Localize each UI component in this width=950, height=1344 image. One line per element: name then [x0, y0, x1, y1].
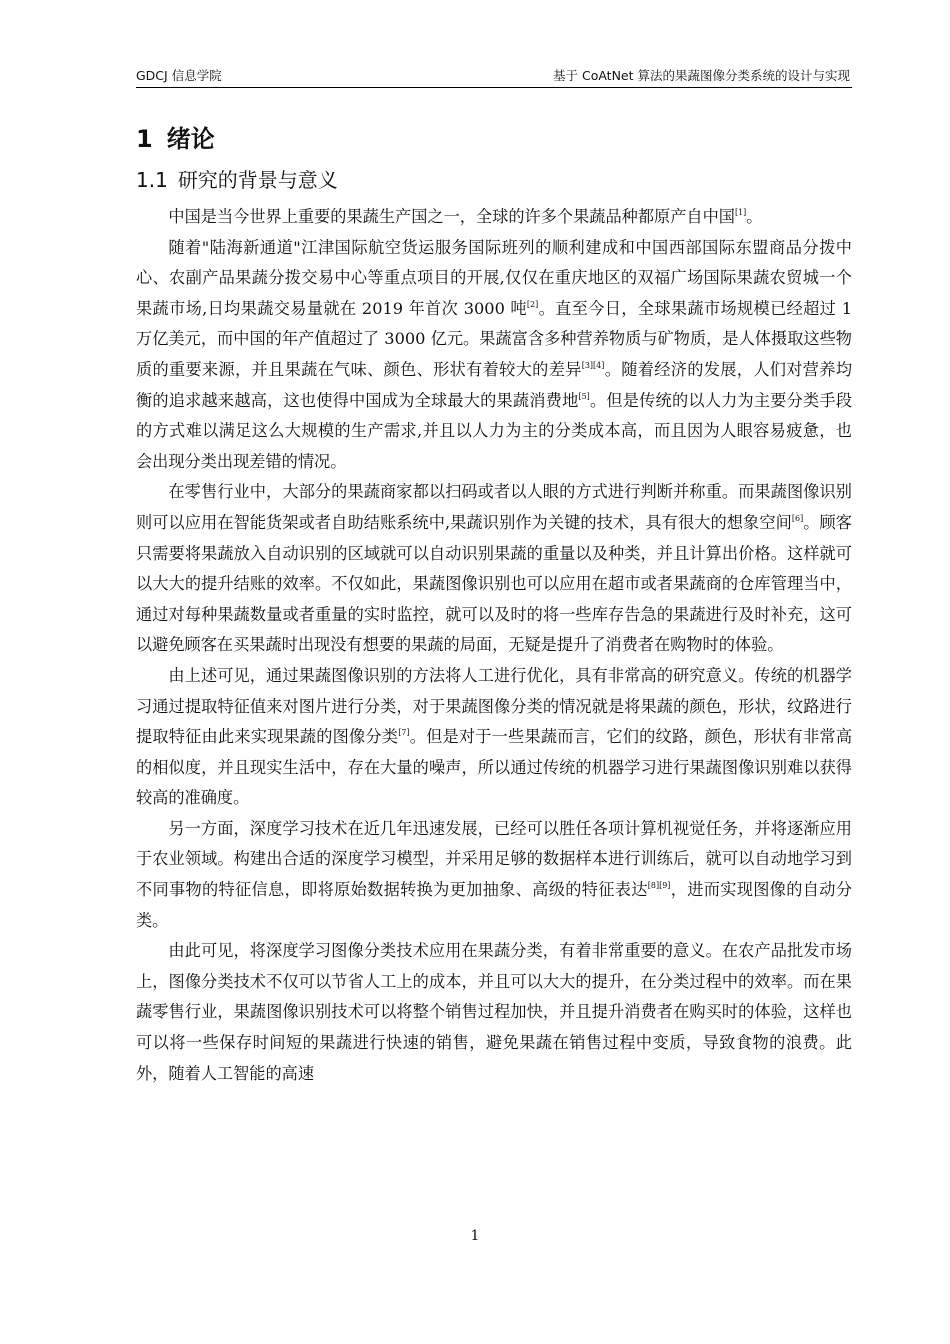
paragraph — [136, 661, 852, 814]
page-number: 1 — [470, 1228, 480, 1244]
section-title: 研究的背景与意义 — [177, 168, 338, 192]
paragraph-text: 。顾客只需要将果蔬放入自动识别的区域就可以自动识别果蔬的重量以及种类，并且计算出价格。这样就可以大大的提升结账的效率。不仅如此，果蔬图像识别也可以应用在超市或者果蔬商的仓库管理当中，通过对每种果蔬数量或者重量的实时监控，就可以及时的将一些库存告急的果蔬进行及时补充，这可以避免顾客在买果蔬时出现没有想要的果蔬的局面，无疑是提升了消费者在购物时的体验。 — [136, 512, 852, 655]
paragraph — [136, 202, 852, 233]
citation: [5] — [578, 391, 590, 401]
paragraph-text: 。随着经济的发展，人们对营养均衡的追求越来越高，这也使得中国成为全球最大的果蔬消费地 — [136, 359, 853, 410]
chapter-number: 1 — [136, 125, 153, 153]
citation: [1] — [734, 208, 747, 217]
header-institution: GDCJ 信息学院 — [136, 68, 222, 83]
paragraph — [136, 814, 852, 936]
header-thesis-title: 基于 CoAtNet 算法的果蔬图像分类系统的设计与实现 — [553, 68, 850, 83]
paragraph-text: 。 — [746, 207, 763, 226]
paragraph-text: 随着"陆海新通道"江津国际航空货运服务国际班列的顺利建成和中国西部国际东盟商品分拨中心、农副产品果蔬分拨交易中心等重点项目的开展,仅仅在重庆地区的双福广场国际果蔬农贸城一个果蔬市场,日均果蔬交易量就在 2019 年首次 3000 吨 — [136, 237, 852, 318]
citation: [2] — [526, 299, 539, 309]
paragraph-text: 。直至今日，全球果蔬市场规模已经超过 1 万亿美元，而中国的年产值超过了 3000 亿元。果蔬富含多种营养物质与矿物质，是人体摄取这些物质的重要来源，并且果蔬在气味、颜色、形状有着较大的差异 — [136, 298, 852, 379]
paragraph — [136, 936, 852, 1089]
paragraph-text: ，进而实现图像的自动分类。 — [136, 880, 853, 930]
chapter-heading — [136, 122, 215, 156]
paragraph-text: 中国是当今世界上重要的果蔬生产国之一，全球的许多个果蔬品种都原产自中国 — [168, 207, 735, 226]
paragraph-text: 由此可见，将深度学习图像分类技术应用在果蔬分类，有着非常重要的意义。在农产品批发市场上，图像分类技术不仅可以节省人工上的成本，并且可以大大的提升，在分类过程中的效率。而在果蔬零售行业，果蔬图像识别技术可以将整个销售过程加快，并且提升消费者在购买时的体验，这样也可以将一些保存时间短的果蔬进行快速的销售，避免果蔬在销售过程中变质，导致食物的浪费。此外，随着人工智能的高速 — [136, 941, 852, 1083]
paragraph-text: 在零售行业中，大部分的果蔬商家都以扫码或者以人眼的方式进行判断并称重。而果蔬图像识别则可以应用在智能货架或者自助结账系统中,果蔬识别作为关键的技术，具有很大的想象空间 — [136, 482, 852, 532]
paragraph-text: 。但是对于一些果蔬而言，它们的纹路，颜色，形状有非常高的相似度，并且现实生活中，存在大量的噪声，所以通过传统的机器学习进行果蔬图像识别难以获得较高的准确度。 — [136, 727, 853, 808]
citation: [8][9] — [647, 881, 671, 891]
citation: [3][4] — [581, 360, 605, 370]
chapter-title: 绪论 — [166, 125, 215, 153]
paragraph-text: 。但是传统的以人力为主要分类手段的方式难以满足这么大规模的生产需求,并且以人力为主的分类成本高，而且因为人眼容易疲惫，也会出现分类出现差错的情况。 — [136, 390, 853, 471]
citation: [6] — [791, 513, 804, 523]
section-heading — [136, 165, 338, 195]
citation: [7] — [398, 728, 410, 738]
body-text — [136, 202, 852, 1089]
running-header — [136, 67, 852, 88]
paragraph-text: 另一方面，深度学习技术在近几年迅速发展，已经可以胜任各项计算机视觉任务，并将逐渐应用于农业领域。构建出合适的深度学习模型，并采用足够的数据样本进行训练后，就可以自动地学习到不同事物的特征信息，即将原始数据转换为更加抽象、高级的特征表达 — [136, 818, 852, 900]
section-number: 1.1 — [136, 168, 168, 192]
paragraph — [136, 477, 852, 661]
paragraph — [136, 233, 852, 478]
paragraph-text: 由上述可见，通过果蔬图像识别的方法将人工进行优化，具有非常高的研究意义。传统的机器学习通过提取特征值来对图片进行分类，对于果蔬图像分类的情况就是将果蔬的颜色，形状，纹路进行提取特征由此来实现果蔬的图像分类 — [136, 665, 852, 747]
